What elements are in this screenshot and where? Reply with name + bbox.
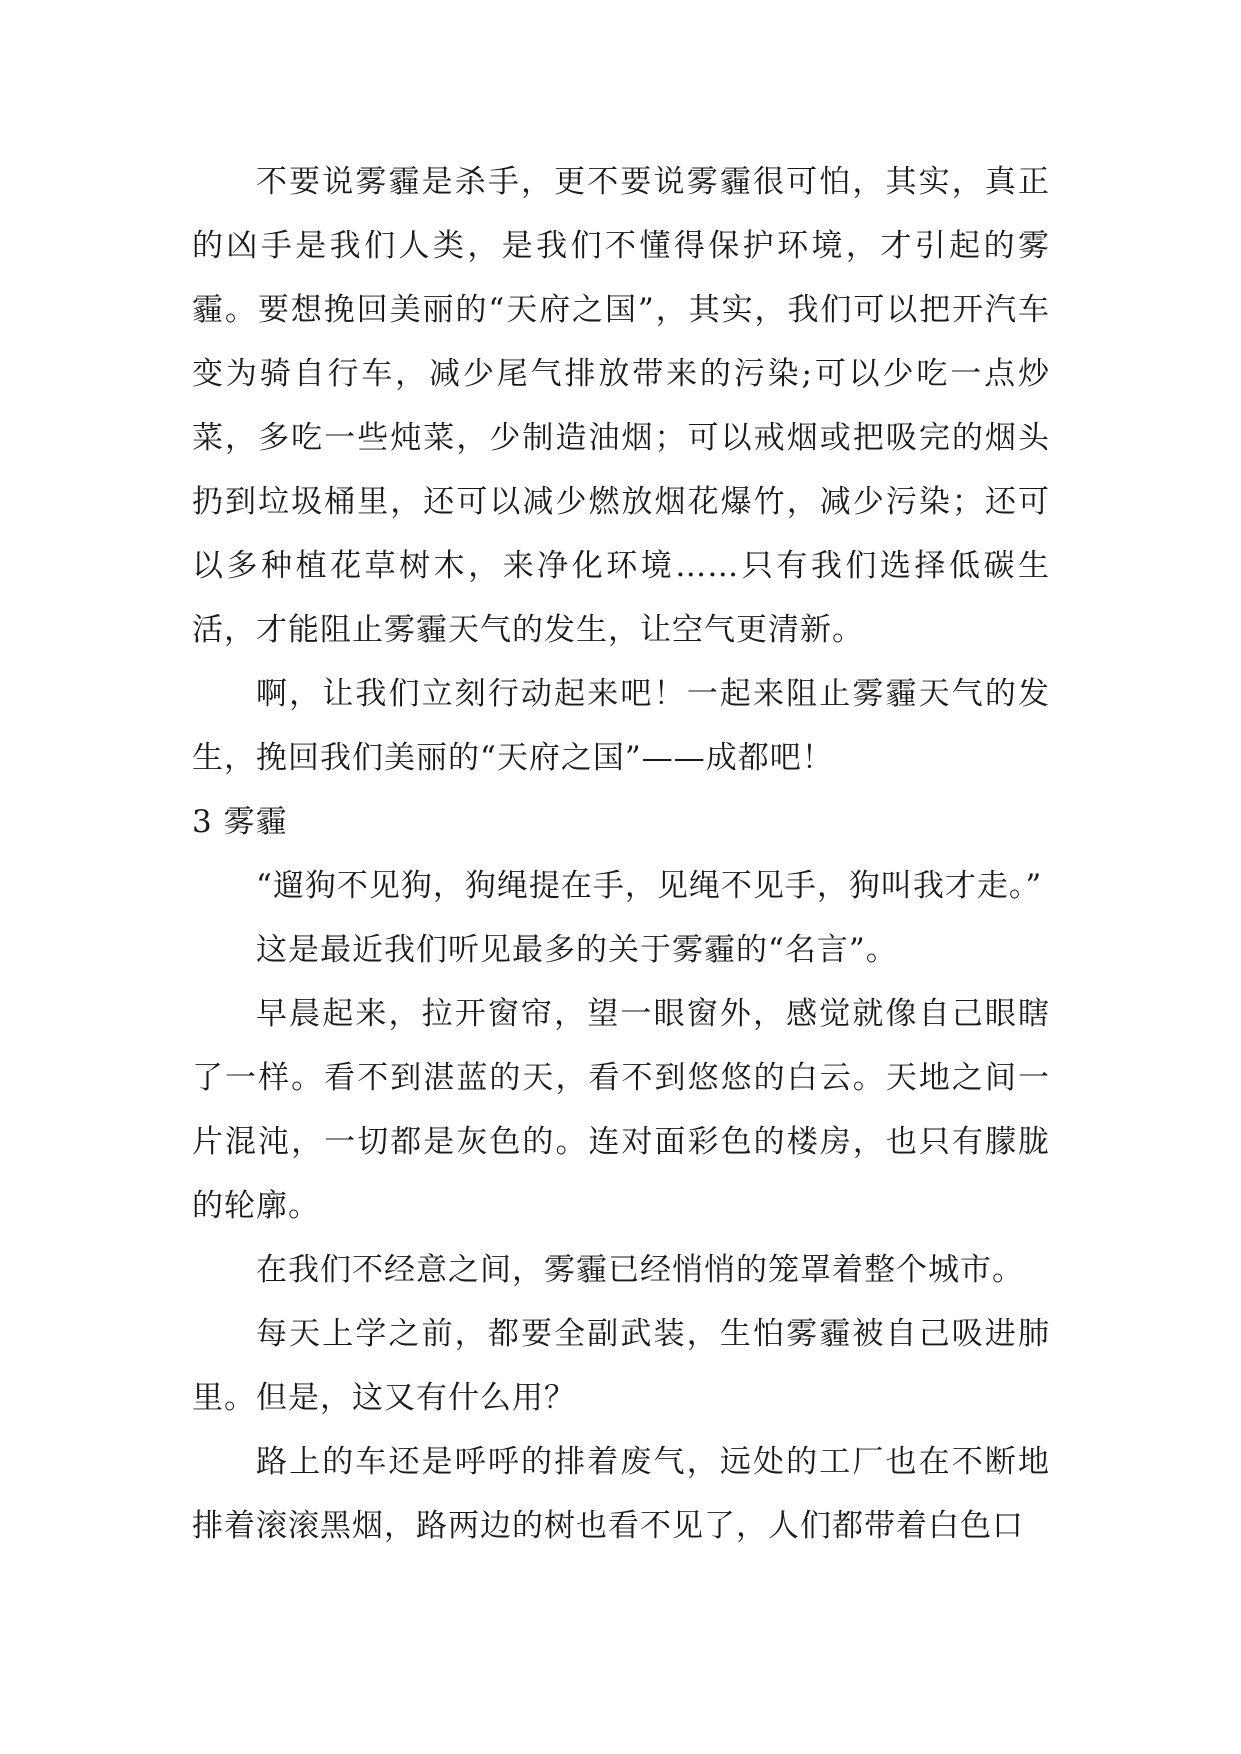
paragraph: 早晨起来，拉开窗帘，望一眼窗外，感觉就像自己眼瞎了一样。看不到湛蓝的天，看不到悠悠的白云。天地之间一片混沌，一切都是灰色的。连对面彩色的楼房，也只有朦胧的轮廓。 <box>192 996 1050 1224</box>
paragraph: 啊，让我们立刻行动起来吧！一起来阻止雾霾天气的发生，挽回我们美丽的“天府之国”——成都吧！ <box>192 676 1050 776</box>
paragraph: 每天上学之前，都要全副武装，生怕雾霾被自己吸进肺里。但是，这又有什么用？ <box>192 1316 1050 1416</box>
essay-section-1 <box>192 150 1050 790</box>
essay-section-2 <box>192 790 1050 1558</box>
paragraph: 路上的车还是呼呼的排着废气，远处的工厂也在不断地排着滚滚黑烟，路两边的树也看不见了，人们都带着白色口 <box>192 1444 1050 1544</box>
paragraph: 不要说雾霾是杀手，更不要说雾霾很可怕，其实，真正的凶手是我们人类，是我们不懂得保护环境，才引起的雾霾。要想挽回美丽的“天府之国”，其实，我们可以把开汽车变为骑自行车，减少尾气排放带来的污染;可以少吃一点炒菜，多吃一些炖菜，少制造油烟；可以戒烟或把吸完的烟头扔到垃圾桶里，还可以减少燃放烟花爆竹，减少污染；还可以多种植花草树木，来净化环境……只有我们选择低碳生活，才能阻止雾霾天气的发生，让空气更清新。 <box>192 164 1050 648</box>
paragraph: “遛狗不见狗，狗绳提在手，见绳不见手，狗叫我才走。” <box>256 868 1043 904</box>
section-heading: 3 雾霾 <box>192 804 288 840</box>
paragraph: 在我们不经意之间，雾霾已经悄悄的笼罩着整个城市。 <box>256 1252 1024 1288</box>
paragraph: 这是最近我们听见最多的关于雾霾的“名言”。 <box>256 932 898 968</box>
